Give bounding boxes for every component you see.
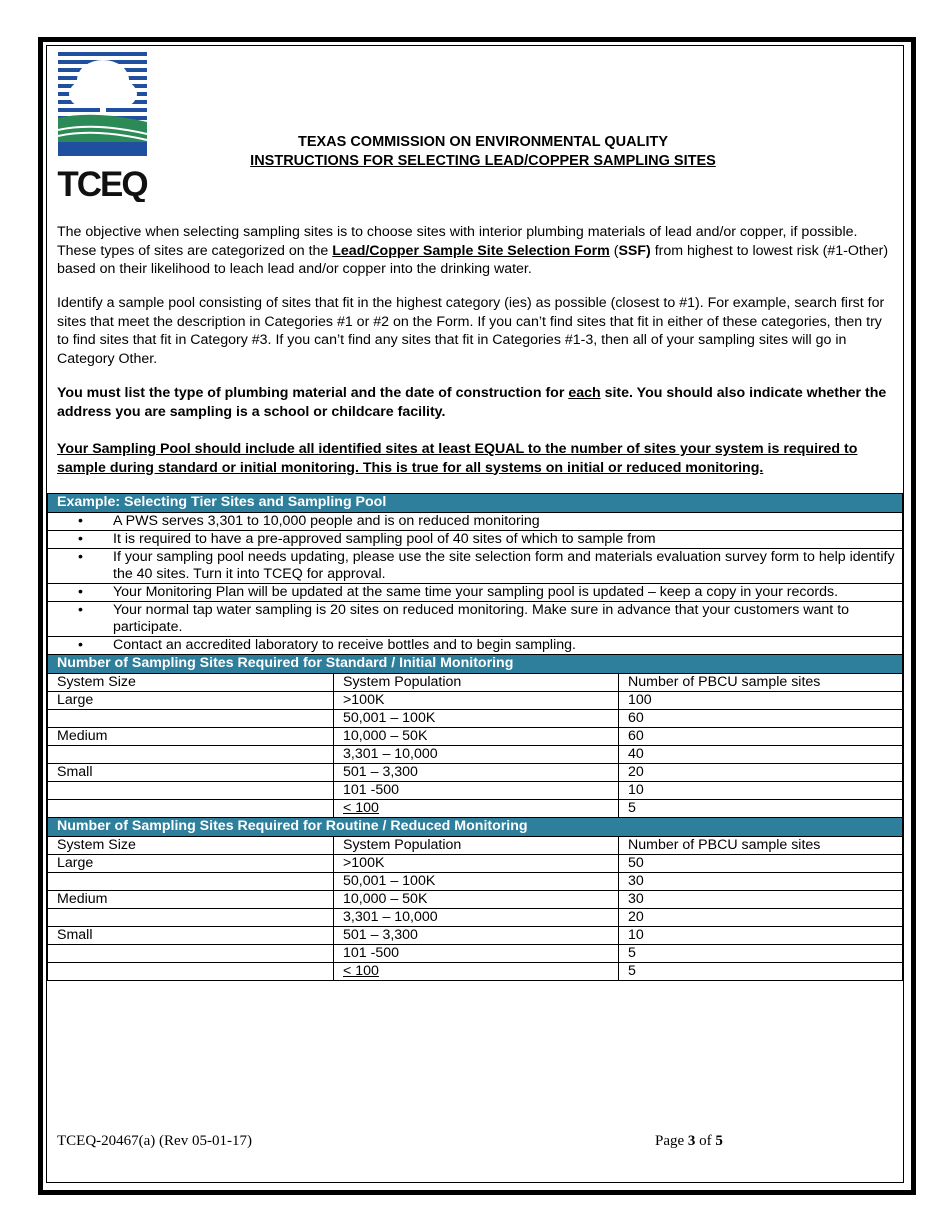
bullet-icon: • bbox=[78, 637, 83, 653]
system-size-cell: Medium bbox=[48, 728, 334, 746]
example-bullet-row bbox=[48, 549, 903, 584]
population-cell bbox=[334, 963, 619, 981]
population-cell bbox=[334, 800, 619, 818]
system-size-cell bbox=[48, 945, 334, 963]
bullet-icon: • bbox=[78, 602, 83, 618]
page-current: 3 bbox=[687, 1133, 696, 1149]
table-row bbox=[48, 909, 903, 927]
sample-sites-cell: 30 bbox=[619, 873, 903, 891]
intro-paragraph-3 bbox=[57, 384, 897, 421]
sample-sites-cell: 10 bbox=[619, 927, 903, 945]
logo-text: TCEQ bbox=[57, 165, 147, 202]
population-cell: 3,301 – 10,000 bbox=[334, 746, 619, 764]
table-row bbox=[48, 764, 903, 782]
bullet-icon: • bbox=[78, 584, 83, 600]
logo-water bbox=[58, 142, 147, 156]
table-row bbox=[48, 782, 903, 800]
system-size-cell bbox=[48, 746, 334, 764]
population-value: < 100 bbox=[343, 800, 379, 816]
population-cell: 10,000 – 50K bbox=[334, 728, 619, 746]
population-cell: >100K bbox=[334, 855, 619, 873]
table-row bbox=[48, 891, 903, 909]
sample-sites-cell: 100 bbox=[619, 692, 903, 710]
sample-sites-cell: 5 bbox=[619, 945, 903, 963]
system-size-cell bbox=[48, 800, 334, 818]
table-row bbox=[48, 674, 903, 692]
sample-sites-cell: 20 bbox=[619, 764, 903, 782]
example-bullet-text: It is required to have a pre-approved sampling pool of 40 sites of which to sample from bbox=[113, 531, 656, 547]
column-header: System Population bbox=[334, 837, 619, 855]
table-row bbox=[48, 710, 903, 728]
page-number bbox=[655, 1133, 723, 1150]
page-label: Page bbox=[655, 1133, 688, 1149]
intro-paragraph-1 bbox=[57, 223, 897, 279]
example-bullet-row bbox=[48, 513, 903, 531]
column-header: Number of PBCU sample sites bbox=[619, 837, 903, 855]
system-size-cell: Medium bbox=[48, 891, 334, 909]
intro-paragraph-2: Identify a sample pool consisting of sites that fit in the highest category (ies) as possible (closest to #1). For example, search first for sites that meet the description in Categories #1 or #2 on the Form. If you can’t find sites that fit in either of these categories, then try to find sites that fit in Category #3. If you can’t find any sites that fit in Categories #1-3, then all of your sampling sites will go in Category Other. bbox=[57, 295, 885, 367]
population-cell: 50,001 – 100K bbox=[334, 873, 619, 891]
sample-sites-cell: 30 bbox=[619, 891, 903, 909]
bullet-icon: • bbox=[78, 531, 83, 547]
intro-paragraph-4: Your Sampling Pool should include all identified sites at least EQUAL to the number of sites your system is required to sample during standard or initial monitoring. This is true for all systems on initial or reduced monitoring. bbox=[57, 441, 858, 476]
column-header: System Population bbox=[334, 674, 619, 692]
system-size-cell: Large bbox=[48, 855, 334, 873]
document-title: INSTRUCTIONS FOR SELECTING LEAD/COPPER SAMPLING SITES bbox=[250, 153, 716, 169]
p3-each: each bbox=[568, 385, 601, 401]
sample-sites-cell: 5 bbox=[619, 963, 903, 981]
sampling-table bbox=[47, 493, 903, 981]
population-value: < 100 bbox=[343, 963, 379, 979]
population-cell: 50,001 – 100K bbox=[334, 710, 619, 728]
table-row bbox=[48, 692, 903, 710]
example-bullet-text: Your normal tap water sampling is 20 sites on reduced monitoring. Make sure in advance that your customers want to participate. bbox=[113, 602, 850, 635]
example-bullet-text: If your sampling pool needs updating, please use the site selection form and materials evaluation survey form to help identify the 40 sites. Turn it into TCEQ for approval. bbox=[113, 549, 895, 582]
sample-sites-cell: 5 bbox=[619, 800, 903, 818]
sample-sites-cell: 60 bbox=[619, 710, 903, 728]
table-row bbox=[48, 837, 903, 855]
form-id: TCEQ-20467(a) (Rev 05-01-17) bbox=[57, 1133, 252, 1149]
p1-text-a: The objective when selecting sampling sites is to choose sites with interior plumbing materials of lead and/or copper, if possible. These types of sites are categorized on the bbox=[57, 224, 858, 259]
table-row bbox=[48, 800, 903, 818]
sample-sites-cell: 40 bbox=[619, 746, 903, 764]
sample-sites-cell: 50 bbox=[619, 855, 903, 873]
population-cell: 501 – 3,300 bbox=[334, 927, 619, 945]
page-total: 5 bbox=[715, 1133, 723, 1149]
table-row bbox=[48, 873, 903, 891]
table-row bbox=[48, 728, 903, 746]
example-bullet-row bbox=[48, 602, 903, 637]
p3-text-a: You must list the type of plumbing material and the date of construction for bbox=[57, 385, 569, 401]
sample-sites-cell: 60 bbox=[619, 728, 903, 746]
system-size-cell: Large bbox=[48, 692, 334, 710]
routine-header-row bbox=[48, 818, 903, 837]
table-row bbox=[48, 945, 903, 963]
system-size-cell bbox=[48, 710, 334, 728]
p1-text-c: from highest to lowest risk (#1-Other) based on their likelihood to leach lead and/or copper into the drinking water. bbox=[57, 242, 889, 277]
tceq-logo bbox=[55, 50, 150, 202]
ssf-abbrev: SSF) bbox=[618, 242, 651, 259]
agency-title: TEXAS COMMISSION ON ENVIRONMENTAL QUALITY bbox=[297, 134, 669, 150]
population-cell: 3,301 – 10,000 bbox=[334, 909, 619, 927]
example-bullet-row bbox=[48, 531, 903, 549]
population-cell: >100K bbox=[334, 692, 619, 710]
population-cell: 101 -500 bbox=[334, 945, 619, 963]
routine-title: Number of Sampling Sites Required for Routine / Reduced Monitoring bbox=[48, 818, 903, 837]
sample-sites-cell: 20 bbox=[619, 909, 903, 927]
example-bullet-text: Contact an accredited laboratory to receive bottles and to begin sampling. bbox=[113, 637, 576, 653]
population-cell: 10,000 – 50K bbox=[334, 891, 619, 909]
standard-title: Number of Sampling Sites Required for Standard / Initial Monitoring bbox=[48, 655, 903, 674]
table-row bbox=[48, 963, 903, 981]
p1-text-b: ( bbox=[609, 242, 619, 259]
system-size-cell bbox=[48, 909, 334, 927]
system-size-cell: Small bbox=[48, 764, 334, 782]
population-cell: 501 – 3,300 bbox=[334, 764, 619, 782]
example-header-row bbox=[48, 494, 903, 513]
column-header: Number of PBCU sample sites bbox=[619, 674, 903, 692]
example-bullet-text: Your Monitoring Plan will be updated at the same time your sampling pool is updated – keep a copy in your records. bbox=[113, 584, 839, 600]
system-size-cell bbox=[48, 873, 334, 891]
column-header: System Size bbox=[48, 674, 334, 692]
sample-sites-cell: 10 bbox=[619, 782, 903, 800]
column-header: System Size bbox=[48, 837, 334, 855]
example-bullet-text: A PWS serves 3,301 to 10,000 people and is on reduced monitoring bbox=[113, 513, 540, 529]
bullet-icon: • bbox=[78, 549, 83, 565]
table-row bbox=[48, 927, 903, 945]
table-row bbox=[48, 746, 903, 764]
standard-header-row bbox=[48, 655, 903, 674]
p3-text-b: site. You should also indicate whether the address you are sampling is a school or childcare facility. bbox=[57, 385, 887, 420]
table-row bbox=[48, 855, 903, 873]
example-title: Example: Selecting Tier Sites and Sampling Pool bbox=[48, 494, 903, 513]
system-size-cell: Small bbox=[48, 927, 334, 945]
system-size-cell bbox=[48, 782, 334, 800]
ssf-form-name: Lead/Copper Sample Site Selection Form bbox=[332, 242, 610, 259]
bullet-icon: • bbox=[78, 513, 83, 529]
example-bullet-row bbox=[48, 637, 903, 655]
document-header bbox=[150, 133, 816, 171]
system-size-cell bbox=[48, 963, 334, 981]
page-of-label: of bbox=[695, 1133, 716, 1149]
population-cell: 101 -500 bbox=[334, 782, 619, 800]
example-bullet-row bbox=[48, 584, 903, 602]
